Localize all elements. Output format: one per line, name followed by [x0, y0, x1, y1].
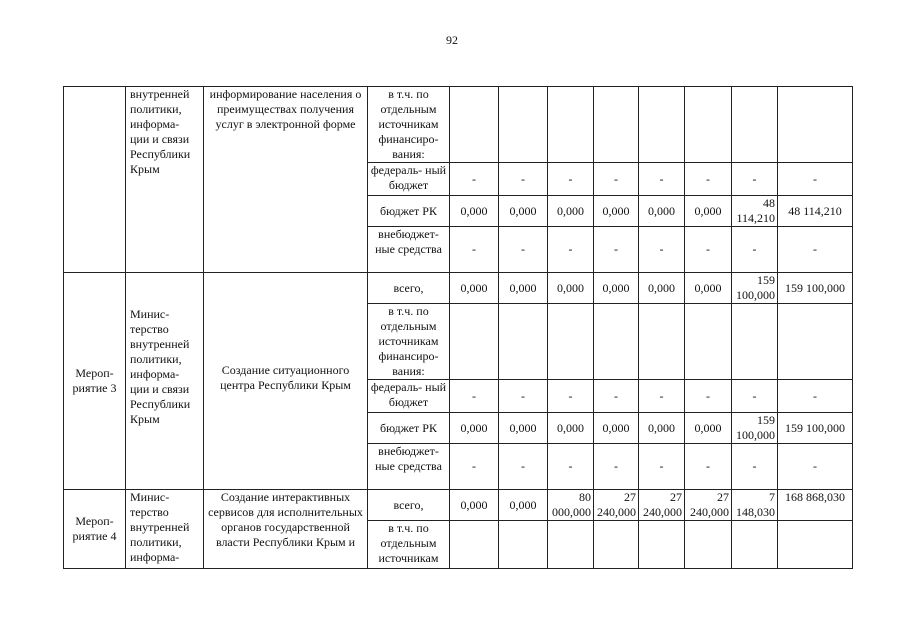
value-cell: -: [732, 163, 778, 196]
event-number-cell: Мероп- риятие 4: [64, 490, 126, 569]
value-cell: [639, 521, 685, 569]
value-cell: -: [778, 227, 853, 273]
value-cell: [594, 87, 639, 163]
value-cell: [450, 521, 499, 569]
value-cell: -: [594, 444, 639, 490]
value-cell: -: [450, 163, 499, 196]
value-cell: -: [732, 380, 778, 413]
value-cell: 48 114,210: [732, 196, 778, 227]
funding-source-cell: в т.ч. по отдельным источникам: [368, 521, 450, 569]
value-cell: -: [548, 227, 594, 273]
table-row: [64, 490, 853, 521]
value-cell: [732, 304, 778, 380]
event-number-cell: Мероп- риятие 3: [64, 273, 126, 490]
funding-source-cell: в т.ч. по отдельным источникам финансиро- вания:: [368, 87, 450, 163]
value-cell: [685, 304, 732, 380]
value-cell: [450, 304, 499, 380]
value-cell: [499, 521, 548, 569]
value-cell: -: [548, 163, 594, 196]
value-cell: -: [639, 380, 685, 413]
value-cell: -: [639, 444, 685, 490]
executor-cell: Минис- терство внутренней политики, информа- ции и связи Республики Крым: [126, 273, 204, 490]
funding-source-cell: внебюджет- ные средства: [368, 444, 450, 490]
event-cell: [64, 87, 126, 273]
event-name-cell: Создание интерактивных сервисов для исполнительных органов государственной власти Республики Крым и: [204, 490, 368, 569]
value-cell: 159 100,000: [732, 273, 778, 304]
value-cell: -: [639, 163, 685, 196]
value-cell: -: [685, 444, 732, 490]
funding-source-cell: бюджет РК: [368, 413, 450, 444]
financing-table: [63, 86, 853, 569]
value-cell: 0,000: [499, 490, 548, 521]
value-cell: [778, 521, 853, 569]
value-cell: -: [685, 227, 732, 273]
funding-source-cell: в т.ч. по отдельным источникам финансиро- вания:: [368, 304, 450, 380]
value-cell: 48 114,210: [778, 196, 853, 227]
value-cell: 7 148,030: [732, 490, 778, 521]
value-cell: -: [778, 444, 853, 490]
value-cell: [499, 304, 548, 380]
value-cell: [685, 521, 732, 569]
value-cell: [499, 87, 548, 163]
value-cell: -: [778, 163, 853, 196]
value-cell: -: [594, 227, 639, 273]
value-cell: 27 240,000: [639, 490, 685, 521]
funding-source-cell: всего,: [368, 273, 450, 304]
value-cell: 159 100,000: [778, 273, 853, 304]
table-row: [64, 273, 853, 304]
value-cell: -: [450, 444, 499, 490]
value-cell: [548, 87, 594, 163]
value-cell: [594, 304, 639, 380]
value-cell: -: [548, 444, 594, 490]
value-cell: 0,000: [499, 273, 548, 304]
event-name-cell: Создание ситуационного центра Республики Крым: [204, 273, 368, 490]
value-cell: 0,000: [548, 413, 594, 444]
value-cell: 159 100,000: [778, 413, 853, 444]
event-name-cell: информирование населения о преимуществах получения услуг в электронной форме: [204, 87, 368, 273]
value-cell: -: [732, 444, 778, 490]
value-cell: 0,000: [499, 413, 548, 444]
value-cell: -: [548, 380, 594, 413]
value-cell: 168 868,030: [778, 490, 853, 521]
value-cell: -: [594, 163, 639, 196]
executor-cell: Минис- терство внутренней политики, информа-: [126, 490, 204, 569]
value-cell: 0,000: [548, 196, 594, 227]
value-cell: 0,000: [450, 273, 499, 304]
value-cell: -: [778, 380, 853, 413]
value-cell: 0,000: [594, 196, 639, 227]
value-cell: [639, 304, 685, 380]
value-cell: -: [639, 227, 685, 273]
value-cell: -: [499, 380, 548, 413]
value-cell: 27 240,000: [594, 490, 639, 521]
value-cell: 0,000: [639, 273, 685, 304]
value-cell: 0,000: [450, 413, 499, 444]
value-cell: -: [499, 227, 548, 273]
funding-source-cell: федераль- ный бюджет: [368, 163, 450, 196]
value-cell: -: [499, 163, 548, 196]
value-cell: -: [499, 444, 548, 490]
value-cell: -: [685, 163, 732, 196]
executor-cell: внутренней политики, информа- ции и связи Республики Крым: [126, 87, 204, 273]
value-cell: [548, 304, 594, 380]
value-cell: [732, 521, 778, 569]
value-cell: 0,000: [594, 413, 639, 444]
value-cell: [778, 87, 853, 163]
value-cell: [778, 304, 853, 380]
value-cell: 0,000: [685, 273, 732, 304]
value-cell: [732, 87, 778, 163]
table-row: [64, 87, 853, 163]
value-cell: [450, 87, 499, 163]
value-cell: [548, 521, 594, 569]
value-cell: 0,000: [685, 196, 732, 227]
value-cell: 0,000: [639, 196, 685, 227]
value-cell: 0,000: [450, 490, 499, 521]
value-cell: 0,000: [685, 413, 732, 444]
value-cell: 0,000: [499, 196, 548, 227]
value-cell: 159 100,000: [732, 413, 778, 444]
value-cell: 0,000: [548, 273, 594, 304]
funding-source-cell: бюджет РК: [368, 196, 450, 227]
value-cell: 0,000: [450, 196, 499, 227]
value-cell: -: [685, 380, 732, 413]
value-cell: 0,000: [594, 273, 639, 304]
value-cell: -: [732, 227, 778, 273]
funding-source-cell: федераль- ный бюджет: [368, 380, 450, 413]
value-cell: [594, 521, 639, 569]
value-cell: [639, 87, 685, 163]
funding-source-cell: внебюджет- ные средства: [368, 227, 450, 273]
value-cell: 27 240,000: [685, 490, 732, 521]
page-number: 92: [446, 33, 458, 47]
funding-source-cell: всего,: [368, 490, 450, 521]
value-cell: 0,000: [639, 413, 685, 444]
value-cell: -: [594, 380, 639, 413]
value-cell: [685, 87, 732, 163]
value-cell: -: [450, 380, 499, 413]
value-cell: 80 000,000: [548, 490, 594, 521]
value-cell: -: [450, 227, 499, 273]
